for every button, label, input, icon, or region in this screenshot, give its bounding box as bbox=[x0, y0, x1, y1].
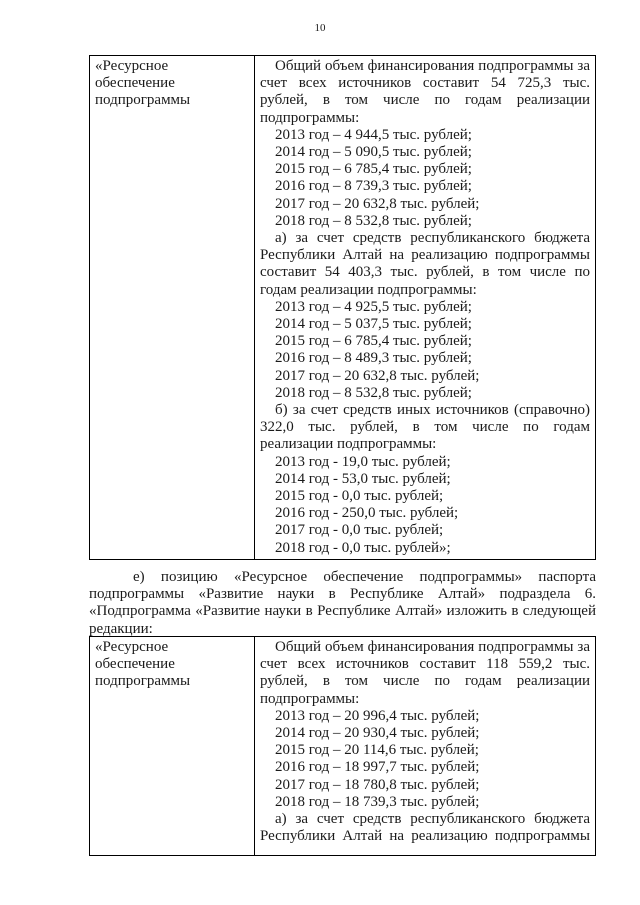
table1-year-b-line: 2018 год - 0,0 тыс. рублей»; bbox=[275, 539, 451, 556]
page-number: 10 bbox=[314, 22, 326, 34]
table1-year-b-line: 2017 год - 0,0 тыс. рублей; bbox=[275, 522, 444, 539]
table1-label-cell bbox=[90, 56, 255, 560]
table2-label-line: подпрограммы bbox=[95, 673, 191, 690]
table1-section-a: а) за счет средств республиканского бюджета Республики Алтай на реализацию подпрограммы составит 54 403,3 тыс. рублей, в том числе по годам реализации подпрограммы: bbox=[260, 230, 590, 298]
table1-year-a-line: 2015 год – 6 785,4 тыс. рублей; bbox=[275, 333, 472, 350]
table2-content-cell bbox=[255, 637, 596, 856]
table2-label-cell bbox=[90, 637, 255, 856]
table1-content-cell bbox=[255, 56, 596, 560]
table1-year-line: 2014 год – 5 090,5 тыс. рублей; bbox=[275, 144, 472, 161]
table1-year-a-line: 2018 год – 8 532,8 тыс. рублей; bbox=[275, 384, 472, 401]
table1-year-b-line: 2016 год - 250,0 тыс. рублей; bbox=[275, 505, 459, 522]
table1-year-line: 2013 год – 4 944,5 тыс. рублей; bbox=[275, 126, 472, 143]
table2-label-line: «Ресурсное bbox=[95, 639, 169, 655]
table1-label: «Ресурсное обеспечение подпрограммы bbox=[95, 58, 191, 109]
table2-year-line: 2017 год – 18 780,8 тыс. рублей; bbox=[275, 776, 480, 793]
table1-year-a-line: 2017 год – 20 632,8 тыс. рублей; bbox=[275, 367, 480, 384]
table2-year-line: 2014 год – 20 930,4 тыс. рублей; bbox=[275, 725, 480, 742]
table1-year-a-line: 2013 год – 4 925,5 тыс. рублей; bbox=[275, 298, 472, 315]
table1-year-b-line: 2015 год - 0,0 тыс. рублей; bbox=[275, 488, 444, 505]
table2-year-line: 2018 год – 18 739,3 тыс. рублей; bbox=[275, 793, 480, 810]
resource-table-1 bbox=[89, 55, 596, 560]
table1-year-b-line: 2013 год - 19,0 тыс. рублей; bbox=[275, 453, 451, 470]
table1-year-line: 2018 год – 8 532,8 тыс. рублей; bbox=[275, 212, 472, 229]
table1-year-a-line: 2014 год – 5 037,5 тыс. рублей; bbox=[275, 316, 472, 333]
table1-year-line: 2015 год – 6 785,4 тыс. рублей; bbox=[275, 161, 472, 178]
table1-year-line: 2016 год – 8 739,3 тыс. рублей; bbox=[275, 178, 472, 195]
table1-section-b: б) за счет средств иных источников (справочно) 322,0 тыс. рублей, в том числе по годам реализации подпрограммы: bbox=[260, 402, 590, 453]
table2-year-line: 2013 год – 20 996,4 тыс. рублей; bbox=[275, 707, 480, 724]
table2-year-line: 2016 год – 18 997,7 тыс. рублей; bbox=[275, 759, 480, 776]
table2-section-a-line: Республики Алтай на реализацию подпрограммы bbox=[260, 828, 590, 845]
table2-year-line: 2015 год – 20 114,6 тыс. рублей; bbox=[275, 742, 479, 759]
amendment-paragraph: е) позицию «Ресурсное обеспечение подпрограммы» паспорта подпрограммы «Развитие науки в Республике Алтай» подраздела 6. «Подпрограмма «Развитие науки в Республике Алтай» изложить в следующей редакции: bbox=[89, 569, 596, 637]
table2-intro: Общий объем финансирования подпрограммы за счет всех источников составит 118 559,2 тыс. рублей, в том числе по годам реализации подпрограммы: bbox=[260, 639, 590, 707]
table2-section-a-line: а) за счет средств республиканского бюджета bbox=[275, 811, 590, 828]
table2-label-line: обеспечение bbox=[95, 656, 175, 673]
table1-intro: Общий объем финансирования подпрограммы за счет всех источников составит 54 725,3 тыс. рублей, в том числе по годам реализации подпрограммы: bbox=[260, 58, 590, 126]
table1-year-a-line: 2016 год – 8 489,3 тыс. рублей; bbox=[275, 350, 472, 367]
table1-year-line: 2017 год – 20 632,8 тыс. рублей; bbox=[275, 195, 480, 212]
table1-year-b-line: 2014 год - 53,0 тыс. рублей; bbox=[275, 470, 451, 487]
resource-table-2 bbox=[89, 636, 596, 856]
